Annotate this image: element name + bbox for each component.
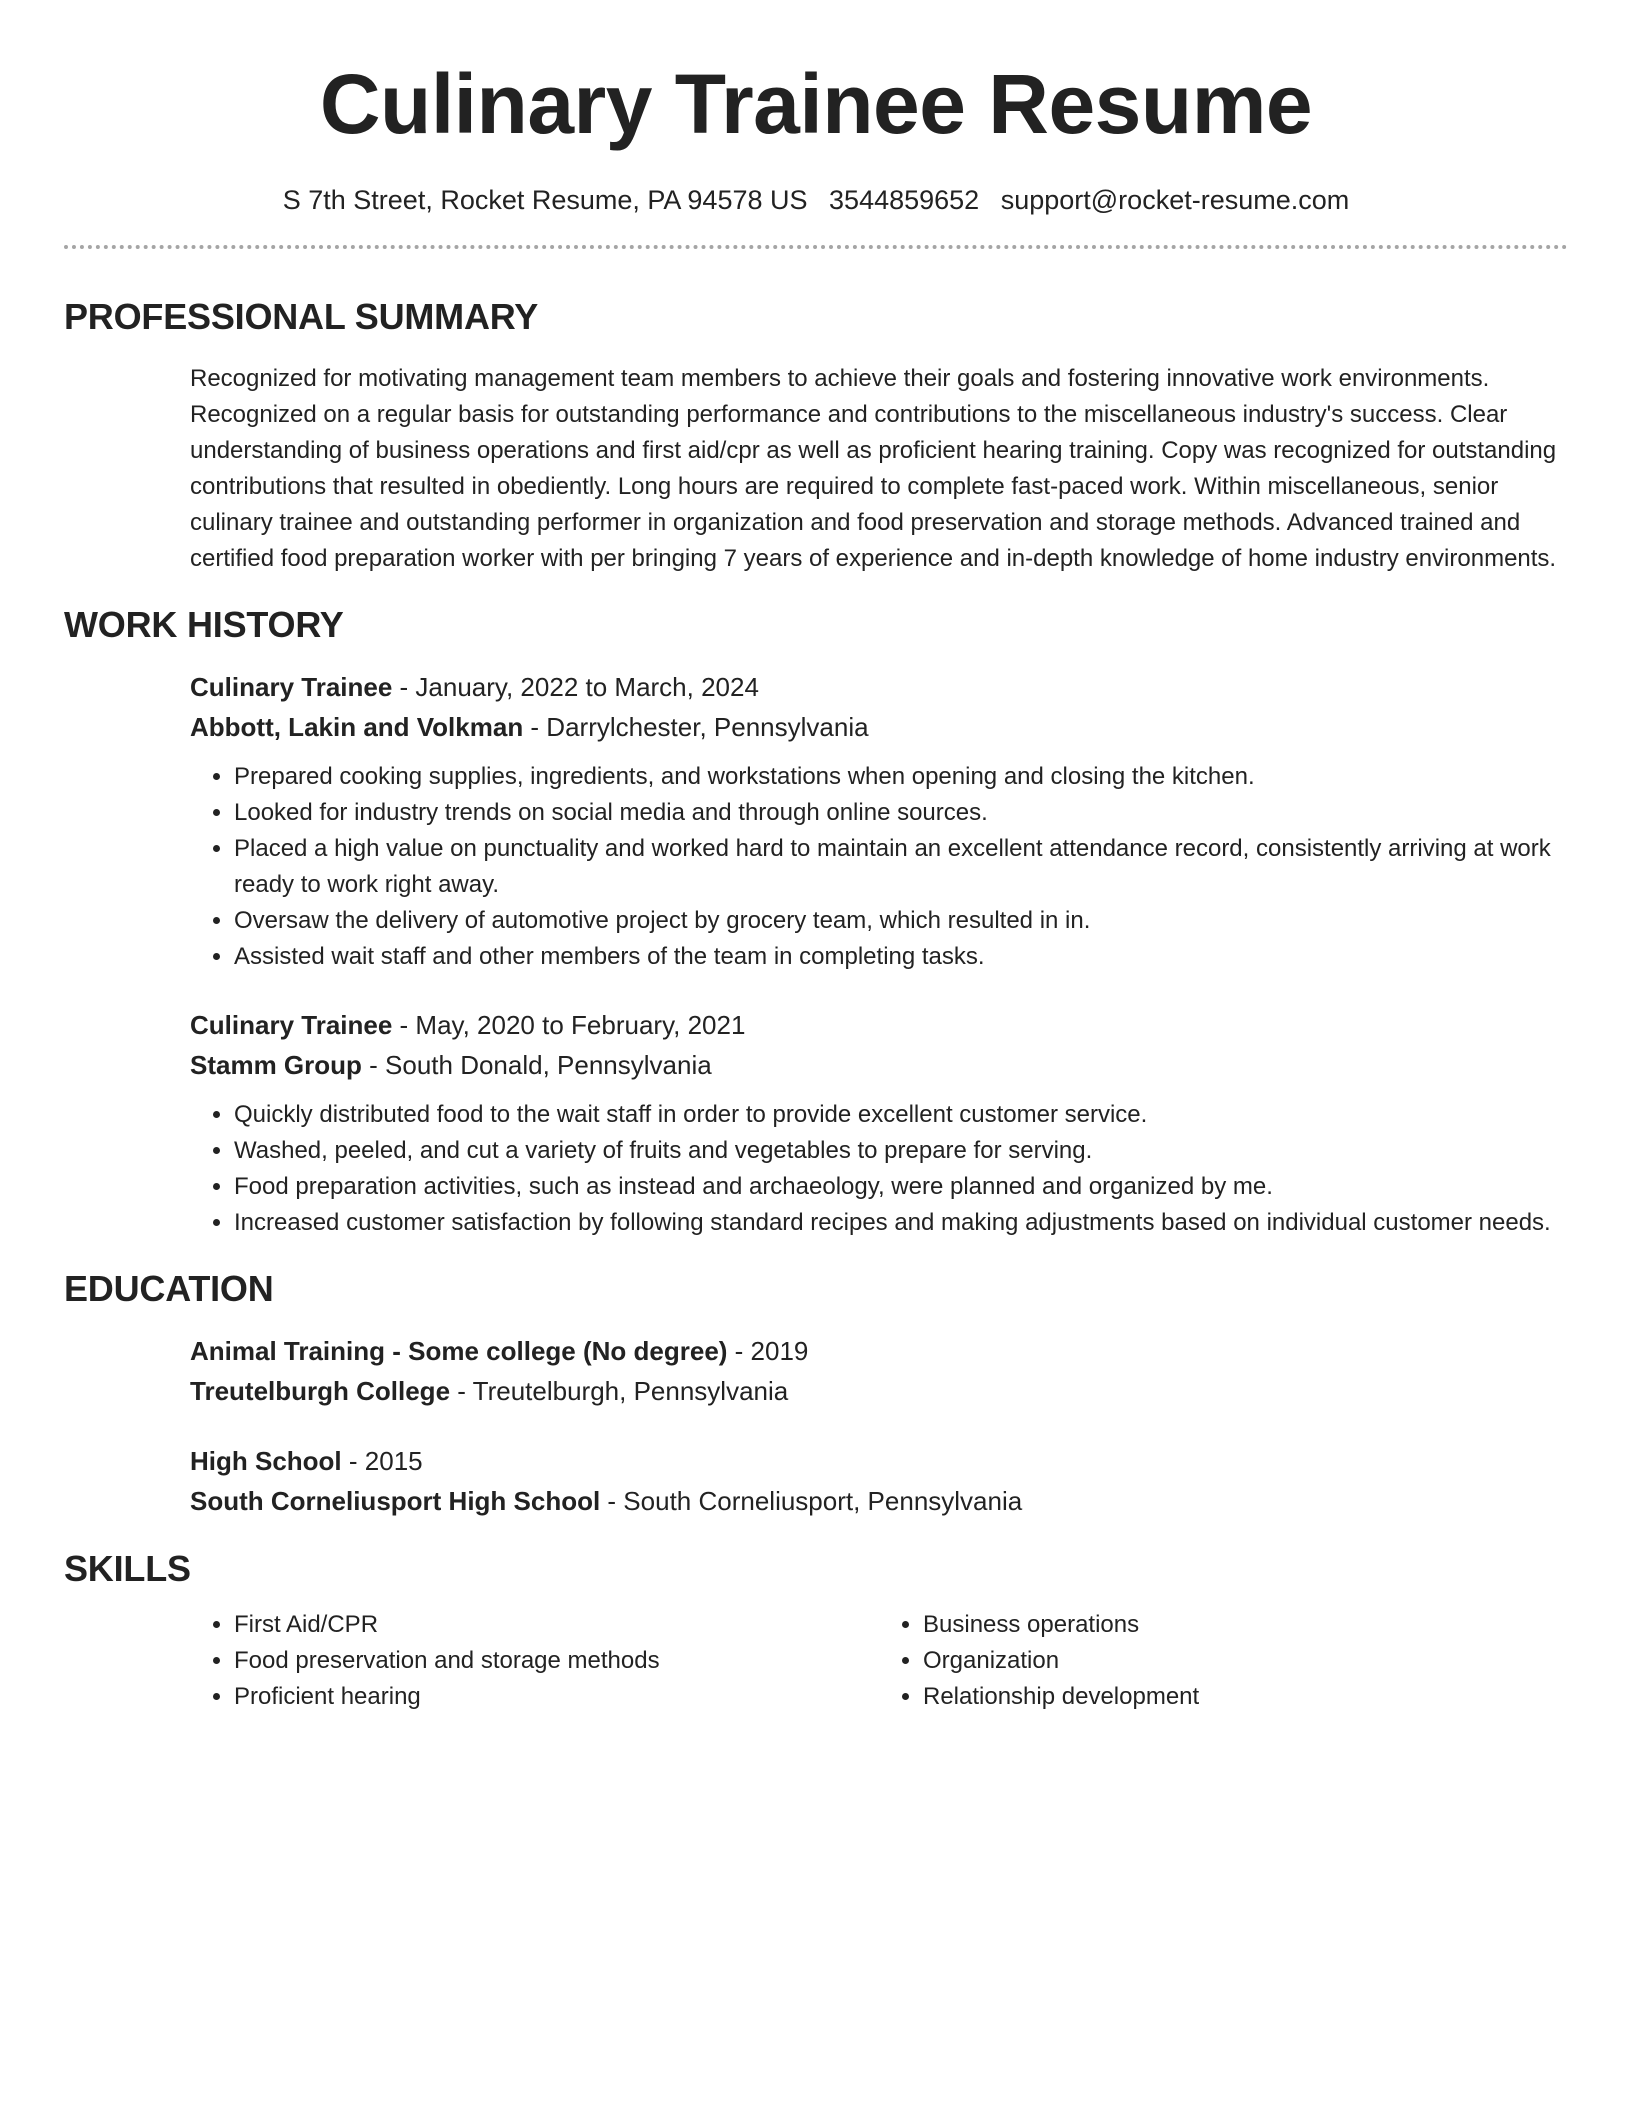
education-school-line: [190, 1481, 1632, 1521]
list-item: • Washed, peeled, and cut a variety of fruits and vegetables to prepare for serving.: [234, 1133, 1568, 1169]
job-bullets: [190, 759, 1568, 975]
resume-header: [0, 0, 1632, 218]
skill-item: • Business operations: [923, 1607, 1568, 1643]
job-title-line: [190, 667, 1632, 707]
education-school: Treutelburgh College: [190, 1376, 451, 1406]
skills-list-right: [879, 1607, 1568, 1715]
job-company: Abbott, Lakin and Volkman: [190, 712, 524, 742]
job-location: - South Donald, Pennsylvania: [361, 1050, 712, 1080]
education-entry: [0, 1331, 1632, 1411]
skill-item: • Food preservation and storage methods: [234, 1643, 879, 1679]
education-degree: High School: [190, 1446, 342, 1476]
job-entry: [0, 1005, 1632, 1241]
skill-item: • Proficient hearing: [234, 1679, 879, 1715]
education-heading: EDUCATION: [64, 1268, 274, 1309]
skill-item: • Relationship development: [923, 1679, 1568, 1715]
education-entry: [0, 1441, 1632, 1521]
list-item: • Looked for industry trends on social media and through online sources.: [234, 795, 1568, 831]
contact-info: [0, 182, 1632, 218]
job-role: Culinary Trainee: [190, 1010, 393, 1040]
job-company-line: [190, 1045, 1632, 1085]
education-school: South Corneliusport High School: [190, 1486, 601, 1516]
summary-heading: PROFESSIONAL SUMMARY: [64, 296, 539, 337]
list-item: • Prepared cooking supplies, ingredients, and workstations when opening and closing the kitchen.: [234, 759, 1568, 795]
work-history-section: [0, 603, 1632, 1241]
skills-list-left: [190, 1607, 879, 1715]
education-year: - 2019: [727, 1336, 809, 1366]
job-bullets: [190, 1097, 1568, 1241]
education-section: [0, 1267, 1632, 1521]
skill-item: • First Aid/CPR: [234, 1607, 879, 1643]
skills-section: [0, 1547, 1632, 1715]
list-item: • Increased customer satisfaction by following standard recipes and making adjustments based on individual customer needs.: [234, 1205, 1568, 1241]
summary-text: Recognized for motivating management team members to achieve their goals and fostering innovative work environments. Recognized on a regular basis for outstanding performance and contributions to the miscellaneous industry's success. Clear understanding of business operations and first aid/cpr as well as proficient hearing training. Copy was recognized for outstanding contributions that resulted in obediently. Long hours are required to complete fast-paced work. Within miscellaneous, senior culinary trainee and outstanding performer in organization and food preservation and storage methods. Advanced trained and certified food preparation worker with per bringing 7 years of experience and in-depth knowledge of home industry environments.: [190, 365, 1557, 572]
contact-email[interactable]: support@rocket-resume.com: [1000, 185, 1350, 215]
education-degree-line: [190, 1441, 1632, 1481]
job-company-line: [190, 707, 1632, 747]
list-item: • Food preparation activities, such as instead and archaeology, were planned and organized by me.: [234, 1169, 1568, 1205]
education-degree-line: [190, 1331, 1632, 1371]
work-history-heading: WORK HISTORY: [64, 604, 344, 645]
education-school-line: [190, 1371, 1632, 1411]
job-entry: [0, 667, 1632, 975]
job-title-line: [190, 1005, 1632, 1045]
job-dates: - May, 2020 to February, 2021: [392, 1010, 746, 1040]
education-degree: Animal Training - Some college (No degree): [190, 1336, 728, 1366]
contact-phone: 3544859652: [829, 185, 980, 215]
list-item: • Oversaw the delivery of automotive project by grocery team, which resulted in in.: [234, 903, 1568, 939]
skills-columns: [190, 1607, 1568, 1715]
job-location: - Darrylchester, Pennsylvania: [523, 712, 869, 742]
job-company: Stamm Group: [190, 1050, 362, 1080]
list-item: • Quickly distributed food to the wait staff in order to provide excellent customer service.: [234, 1097, 1568, 1133]
contact-address: S 7th Street, Rocket Resume, PA 94578 US: [282, 185, 808, 215]
list-item: • Assisted wait staff and other members of the team in completing tasks.: [234, 939, 1568, 975]
job-dates: - January, 2022 to March, 2024: [392, 672, 759, 702]
education-location: - South Corneliusport, Pennsylvania: [600, 1486, 1023, 1516]
skills-heading: SKILLS: [64, 1548, 191, 1589]
summary-section: [0, 295, 1632, 577]
job-role: Culinary Trainee: [190, 672, 393, 702]
list-item: • Placed a high value on punctuality and worked hard to maintain an excellent attendance record, consistently arriving at work ready to work right away.: [234, 831, 1568, 903]
skill-item: • Organization: [923, 1643, 1568, 1679]
education-year: - 2015: [341, 1446, 423, 1476]
header-divider: [64, 245, 1568, 249]
resume-title: Culinary Trainee Resume: [319, 57, 1313, 151]
education-location: - Treutelburgh, Pennsylvania: [450, 1376, 789, 1406]
